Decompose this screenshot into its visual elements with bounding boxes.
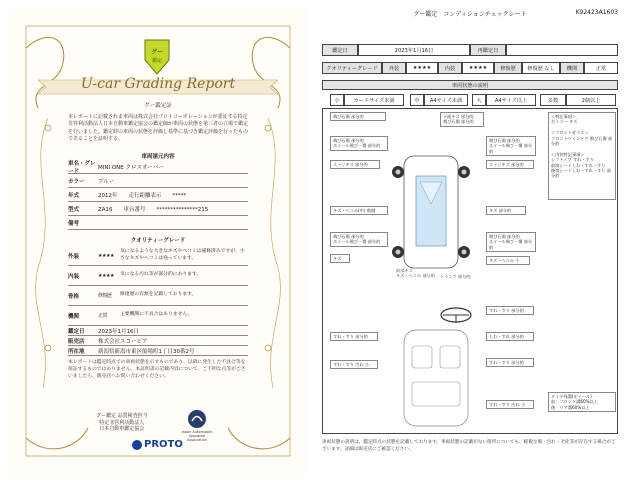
sheet-title: グー鑑定 コンディションチェックシート — [413, 11, 527, 18]
steering-wheel-icon — [438, 306, 474, 324]
proto-mark-icon — [132, 440, 142, 450]
interior-value: ★★★★ — [462, 62, 494, 74]
sheet-footer: 車両状態の説明は、鑑定時点の状態を記載しております。車両状態の記載がない箇所についても、軽微な傷・汚れ・劣化等が存在する場合がございます。詳細は販売店にご確認ください。 — [322, 440, 616, 452]
proto-logo — [132, 439, 183, 450]
row-label: 車名・グレード — [68, 160, 96, 175]
certificate-subtitle: グー鑑定証 — [144, 103, 172, 109]
grade-label: 内装 — [68, 273, 80, 280]
badge-text: グー — [150, 49, 163, 56]
appraisal-date-value: 2023年1月16日 — [358, 44, 470, 56]
vehicle-row — [68, 202, 248, 216]
grade-description: 主要機関に不具合はありません。 — [120, 312, 193, 318]
tire-note: タイヤ残溝(ホイール) 前：フロント溝60%以上 後：リア溝60%以上 — [548, 392, 616, 412]
badge-subtext: 鑑定 — [151, 58, 162, 64]
row-value: 2012年 走行距離表示 ***** — [98, 192, 187, 199]
damage-note: すれ・すり 部分的 — [486, 306, 534, 315]
engine-label: 機関 — [560, 62, 584, 74]
damage-note: すれ・すり 汚れ 小 — [486, 400, 534, 409]
damage-note: 飛び石傷 部分的 ホイール飛び・傷 部分的 — [330, 232, 388, 247]
vehicle-row — [68, 188, 248, 202]
info-value: 新潟県新潟市東区船場町1丁目30番2号 — [98, 348, 195, 355]
row-value: ZA16 車台番号 ***************215 — [98, 206, 209, 213]
engine-value: 正常 — [584, 62, 618, 74]
damage-note: 飛び石傷 部分的 ホイール飛び・傷 部分的 — [486, 232, 536, 252]
info-row — [68, 346, 248, 356]
grade-row — [68, 306, 248, 326]
center-note: トランク 部分的 — [440, 274, 471, 279]
size-medium-label: 中 — [410, 94, 424, 106]
info-row — [68, 326, 248, 336]
quality-section-title: クオリティーグレード — [130, 238, 186, 244]
info-label: 所在地 — [68, 348, 85, 355]
size-large-label: 大 — [472, 94, 486, 106]
proto-wordmark: PROTO — [144, 439, 183, 450]
exterior-label: 外装 — [382, 62, 406, 74]
row-value: MINI ONE クロスオーバー — [98, 164, 164, 171]
size-multiple-label: 多数 — [540, 94, 566, 106]
grade-stars: ★★★★ — [98, 252, 114, 259]
vehicle-section-title: 車両諸元内容 — [141, 154, 175, 160]
grade-label: 機関 — [68, 313, 80, 320]
damage-note: キズ — [330, 254, 350, 263]
size-small-label: 小 — [330, 94, 344, 106]
grade-label: 外装 — [68, 253, 80, 260]
damage-note: キズ・ヘコみ(中) 数個 — [330, 206, 388, 215]
interior-label: 内装 — [438, 62, 462, 74]
quality-grade-label: クオリティーグレード — [322, 62, 382, 74]
row-label: カラー — [68, 178, 85, 185]
grade-description: 修復歴の有無を記載しております。 — [120, 292, 197, 298]
grade-stars: 正常 — [98, 313, 108, 319]
damage-note: エッジキズ 部分的 — [486, 160, 534, 169]
damage-note: すれ・すり 部分的 — [330, 332, 378, 341]
appraisal-date-label: 鑑定日 — [322, 44, 358, 56]
vehicle-row — [68, 174, 248, 188]
grade-label: 骨格 — [68, 293, 80, 300]
sheet-id: K92423A1603 — [575, 9, 618, 16]
grade-stars: ★★★★ — [98, 272, 114, 279]
grade-stars: 修復歴 — [98, 293, 112, 299]
damage-note: エッジキズ 部分的 — [330, 160, 380, 169]
damage-note: しわ・すれ 部分的 — [486, 332, 534, 341]
grade-row — [68, 266, 248, 286]
issuer-text: グー鑑定 品質検査担当 特定非営利活動法人 日本自動車鑑定協会 — [96, 413, 148, 432]
info-label: 販売店 — [68, 338, 85, 345]
info-row — [68, 336, 248, 346]
damage-note: 飛び石傷 部分的 ホイール飛び・傷 部分的 — [330, 136, 388, 151]
center-note: 前部キズ キズ・ヘコみ 部分的 — [396, 268, 435, 279]
size-multiple-value: 2個以上 — [566, 94, 616, 106]
info-value: 2023年1月16日 — [98, 328, 139, 335]
certificate-intro: 本レポートに記載されま車両は株式会社プロトコーポレーションが委託する特定非営利活動法人日本自動車鑑定協会の鑑定師が車両の状態を第三者の立場で鑑定を行いました。鑑定時の車両の状態を評価し基準に基づき鑑定評価を行ったものであることを証明する。 — [68, 114, 249, 143]
sheet-header — [320, 6, 620, 22]
vehicle-row — [68, 160, 248, 174]
car-interior-diagram — [396, 326, 476, 430]
grading-certificate — [8, 8, 308, 474]
vehicle-row — [68, 216, 248, 230]
damage-note: すれ・すり 部分的 — [486, 358, 534, 367]
damage-note: 飛び石傷 部分的 — [330, 112, 386, 121]
size-medium-value: A4サイズ未満 — [424, 94, 468, 106]
row-label: 備考 — [68, 220, 80, 227]
grade-description: 気になる汚れ等が部分的にあります。 — [120, 272, 202, 278]
certificate-footer: 本レポートは鑑定時点での車両状態を示すものであり、以降に発生した不具合等を保証するものではありません。本証明書の記載内容について、ご不明な点等がございましたら、販売店へお問い合わせください。 — [68, 360, 246, 380]
reappraisal-date-label: 再鑑定日 — [470, 44, 506, 56]
jaaa-caption: Japan Automobile Appraisal Association — [181, 430, 213, 442]
reappraisal-date-value — [506, 44, 618, 56]
repair-history-value: 修復歴 なし — [522, 62, 560, 74]
row-value: ブルー — [98, 178, 115, 185]
special-notes-box: ＜特記事項＞ 左ミラー キズ ＜フロントガラス＞ フロントウインドウ 飛び石傷 部分的 ＜内装特記事項＞ シフトノブ すれ・すり 前席シートしわ・すれ・すり 後席シートしわ・すれ・すり 部分的 — [548, 112, 616, 200]
grade-row — [68, 246, 248, 266]
report-title: U-car Grading Report — [80, 76, 236, 92]
damage-note: キズ 部分的 — [486, 206, 526, 215]
damage-note: 飛び石傷 部分的 ホイール飛び・傷 部分的 — [486, 136, 536, 156]
info-value: 株式会社スコーピア — [98, 338, 148, 345]
jaaa-logo-icon — [186, 408, 208, 430]
damage-note: すれ・すり 汚れ 小 — [330, 360, 378, 369]
car-top-view-diagram — [386, 142, 476, 282]
repair-history-label: 修復歴 — [494, 62, 522, 74]
condition-section-title: 車両状態の説明 — [322, 80, 618, 90]
goo-appraisal-badge — [142, 38, 172, 76]
grade-row — [68, 286, 248, 306]
exterior-value: ★★★★ — [406, 62, 438, 74]
row-label: 年式 — [68, 192, 80, 199]
info-label: 鑑定日 — [68, 328, 85, 335]
damage-note: キズ・ヘコみ 小 — [486, 256, 530, 265]
damage-note: 下面キズ 部分的 飛び石傷 部分的 — [440, 112, 484, 127]
row-label: 型式 — [68, 206, 80, 213]
size-small-value: カードサイズ未満 — [344, 94, 404, 106]
grade-description: 気になるような大きなキズやヘコミは補修済みですが、小さなキズやヘコミは残っています。 — [120, 249, 245, 261]
size-large-value: A4サイズ以上 — [486, 94, 536, 106]
